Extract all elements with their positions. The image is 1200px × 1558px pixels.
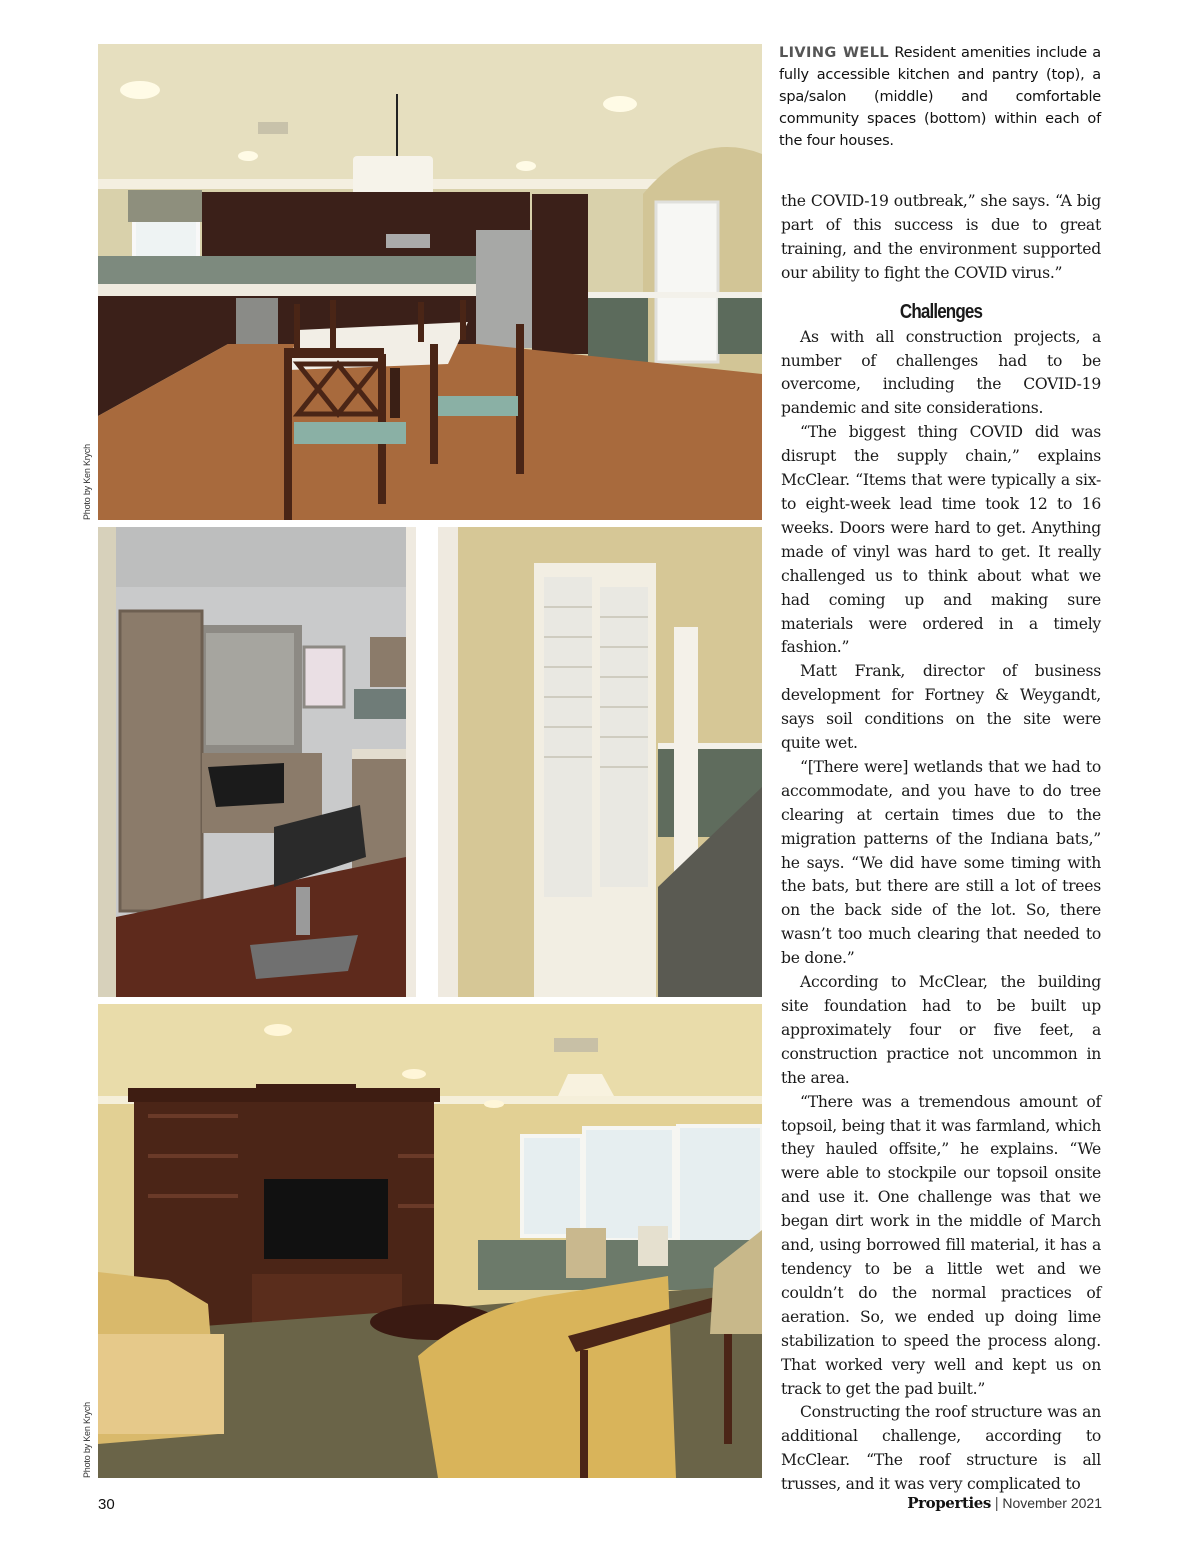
kitchen-photo	[98, 44, 762, 520]
issue-date: November 2021	[1002, 1495, 1102, 1511]
magazine-name: Properties	[907, 1494, 991, 1512]
article-paragraph: the COVID-19 outbreak,” she says. “A big part of this success is due to great training, and the environment supported our ability to fight the COVID virus.”	[781, 192, 1101, 282]
article-paragraph: “[There were] wetlands that we had to accommodate, and you have to do tree clearing at certain times due to the migration patterns of the Indiana bats,” he says. “We did have some timing with the bats, but there are still a lot of trees on the back side of the lot. So, there wasn’t too much clearing that needed to be done.”	[781, 757, 1101, 968]
section-heading: Challenges	[899, 300, 983, 323]
article-paragraph: According to McClear, the building site foundation had to be built up approximately four or five feet, a construction practice not uncommon in the area.	[781, 973, 1101, 1087]
salon-photo	[98, 527, 762, 997]
photo-credit-top: Photo by Ken Krych	[82, 444, 92, 520]
article-paragraph: Constructing the roof structure was an additional challenge, according to McClear. “The roof structure is all trusses, and it was very complicated to	[781, 1403, 1101, 1494]
article-paragraph: “The biggest thing COVID did was disrupt the supply chain,” explains McClear. “Items that were typically a six- to eight-week lead time took 12 to 16 weeks. Doors were hard to get. Anything made of vinyl was hard to get. It really challenged us to think about what we had coming up and making sure materials were ordered in a timely fashion.”	[781, 423, 1101, 657]
photo-caption	[779, 42, 1101, 152]
caption-text: Resident amenities include a fully accessible kitchen and pantry (top), a spa/salon (middle) and comfortable community spaces (bottom) within each of the four houses.	[779, 45, 1101, 149]
article-body	[781, 190, 1101, 1497]
photo-credit-bottom: Photo by Ken Krych	[82, 1402, 92, 1478]
article-paragraph: As with all construction projects, a number of challenges had to be overcome, including the COVID-19 pandemic and site considerations.	[781, 327, 1101, 418]
article-paragraph: Matt Frank, director of business development for Fortney & Weygandt, says soil conditions on the site were quite wet.	[781, 662, 1101, 753]
page-number: 30	[98, 1496, 115, 1513]
folio-separator: |	[994, 1495, 999, 1512]
caption-lead: LIVING WELL	[779, 45, 890, 61]
article-paragraph: “There was a tremendous amount of topsoil, being that it was farmland, which they hauled offsite,” he explains. “We were able to stockpile our topsoil onsite and use it. One challenge was that we began dirt work in the middle of March and, using borrowed fill material, it has a tendency to be a little wet and we couldn’t do the normal practices of aeration. So, we ended up doing lime stabilization to speed the process along. That worked very well and kept us on track to get the pad built.”	[781, 1092, 1101, 1398]
footer-folio	[907, 1494, 1102, 1513]
community-photo	[98, 1004, 762, 1478]
